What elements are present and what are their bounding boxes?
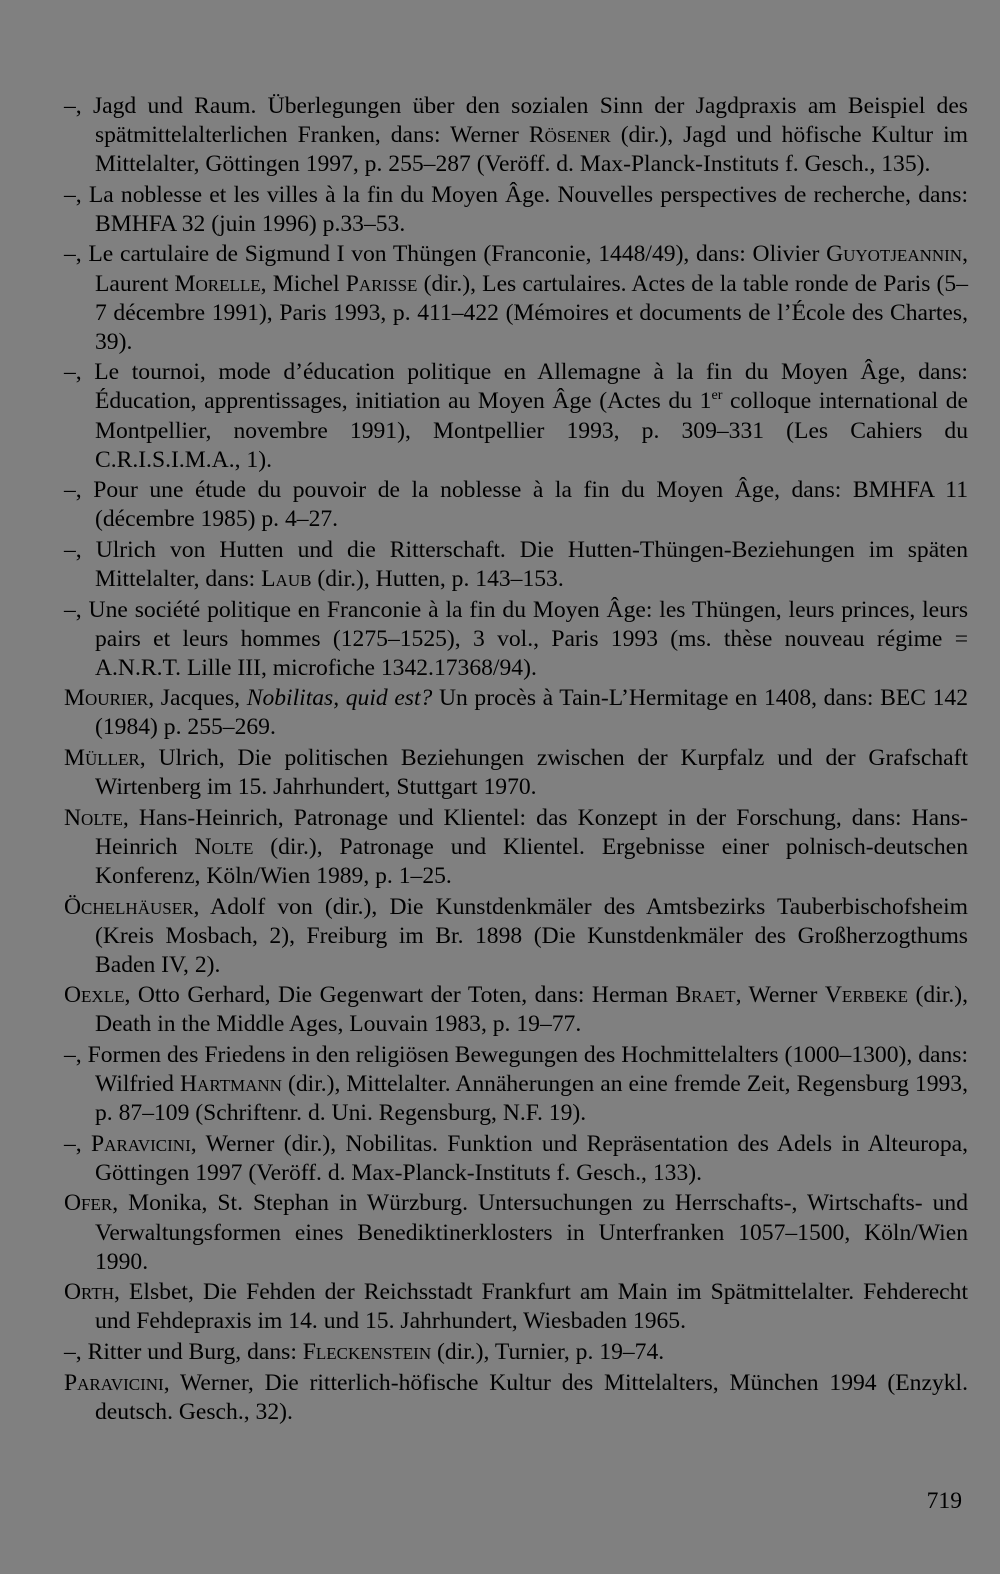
entry-text: , Werner (dir.), Nobilitas. Funktion und Repräsentation des Adels in Alteuropa, Göttingen 1997 (Veröff. d. Max-Planck-Instituts f. Gesch., 133). — [95, 1130, 968, 1186]
author-name: Braet — [675, 982, 736, 1009]
bibliography-entry — [64, 684, 968, 742]
bibliography-entry — [64, 536, 968, 594]
author-name: Parisse — [345, 270, 418, 297]
entry-text: (dir.), Turnier, p. 19–74. — [431, 1338, 665, 1365]
author-name: Öchelhäuser — [64, 893, 194, 920]
entry-text: , Ulrich, Die politischen Beziehungen zwischen der Kurpfalz und der Grafschaft Wirtenberg im 15. Jahrhundert, Stuttgart 1970. — [95, 745, 968, 801]
bibliography-entry — [64, 358, 968, 474]
entry-text: colloque international de Montpellier, novembre 1991), Montpellier 1993, p. 309–331 (Les Cahiers du C.R.I.S.I.M.A., 1). — [95, 388, 968, 473]
author-name: Rösener — [528, 122, 611, 149]
entry-text: , Adolf von (dir.), Die Kunstdenkmäler des Amtsbezirks Tauberbischofsheim (Kreis Mosbach, 2), Freiburg im Br. 1898 (Die Kunstdenkmäler des Großherzogthums Baden IV, 2). — [95, 893, 968, 978]
bibliography-entry — [64, 893, 968, 980]
entry-text: (dir.), Mittelalter. Annäherungen an eine fremde Zeit, Regensburg 1993, p. 87–109 (Schriftenr. d. Uni. Regensburg, N.F. 19). — [95, 1071, 968, 1127]
bibliography-entry — [64, 1189, 968, 1276]
entry-text: –, La noblesse et les villes à la fin du Moyen Âge. Nouvelles perspectives de recherche, dans: BMHFA 32 (juin 1996) p.33–53. — [64, 181, 968, 237]
author-name: Morelle — [174, 270, 261, 297]
author-name: Fleckenstein — [302, 1338, 432, 1365]
entry-text: (dir.), Jagd und höfische Kultur im Mittelalter, Göttingen 1997, p. 255–287 (Veröff. d. Max-Planck-Instituts f. Gesch., 135). — [95, 122, 968, 178]
entry-text: , Werner — [735, 982, 825, 1009]
entry-text: Un procès à Tain-L’Hermitage en 1408, dans: BEC 142 (1984) p. 255–269. — [95, 685, 968, 741]
author-name: Paravicini — [91, 1130, 191, 1157]
bibliography-entry — [64, 1338, 968, 1367]
entry-text: –, Ritter und Burg, dans: — [64, 1338, 303, 1365]
bibliography-entry — [64, 1130, 968, 1188]
page-number: 719 — [926, 1488, 962, 1514]
author-name: Guyotjeannin — [826, 241, 963, 268]
entry-text: (dir.), Hutten, p. 143–153. — [311, 566, 564, 592]
bibliography-entry — [64, 181, 968, 239]
entry-text: –, Jagd und Raum. Überlegungen über den sozialen Sinn der Jagdpraxis am Beispiel des spätmittelalterlichen Franken, dans: Werner — [64, 93, 968, 149]
bibliography-entry — [64, 476, 968, 534]
author-name: Laub — [261, 566, 312, 592]
entry-text: , Werner, Die ritterlich-höfische Kultur des Mittelalters, München 1994 (Enzykl. deutsch. Gesch., 32). — [95, 1369, 968, 1425]
entry-text: , Monika, St. Stephan in Würzburg. Untersuchungen zu Herrschafts-, Wirtschafts- und Verwaltungsformen eines Benediktinerklosters in Unterfranken 1057–1500, Köln/Wien 1990. — [95, 1190, 968, 1275]
bibliography-entry — [64, 804, 968, 891]
entry-text: (dir.), Death in the Middle Ages, Louvain 1983, p. 19–77. — [95, 982, 968, 1038]
author-name: Oexle — [64, 982, 125, 1009]
bibliography-entry — [64, 596, 968, 683]
author-name: Nolte — [194, 833, 254, 860]
bibliography-entry — [64, 1041, 968, 1128]
entry-text: –, Formen des Friedens in den religiösen Bewegungen des Hochmittelalters (1000–1300), dans: Wilfried — [64, 1042, 968, 1098]
bibliography-entry — [64, 744, 968, 802]
entry-text: –, Le tournoi, mode d’éducation politique en Allemagne à la fin du Moyen Âge, dans: Éducation, apprentissages, initiation au Moyen Âge (Actes du 1 — [64, 359, 968, 415]
bibliography-entry — [64, 240, 968, 356]
entry-text: (dir.), Les cartulaires. Actes de la table ronde de Paris (5–7 décembre 1991), Paris 1993, p. 411–422 (Mémoires et documents de l’École des Chartes, 39). — [95, 270, 969, 355]
bibliography-entry — [64, 1369, 968, 1427]
entry-text: –, Une société politique en Franconie à la fin du Moyen Âge: les Thüngen, leurs princes, leurs pairs et leurs hommes (1275–1525), 3 vol., Paris 1993 (ms. thèse nouveau régime = A.N.R.T. Lille III, microfiche 1342.17368/94). — [64, 596, 968, 681]
entry-text: –, — [64, 1130, 92, 1157]
author-name: Ofer — [64, 1190, 113, 1217]
author-name: Paravicini — [64, 1369, 164, 1396]
entry-text: , Hans-Heinrich, Patronage und Klientel: das Konzept in der Forschung, dans: Hans-Heinrich — [95, 804, 968, 860]
author-name: Müller — [64, 745, 140, 772]
entry-text: –, Le cartulaire de Sigmund I von Thüngen (Franconie, 1448/49), dans: Olivier — [64, 241, 827, 268]
entry-text: , Michel — [260, 270, 346, 297]
entry-text: –, Ulrich von Hutten und die Ritterschaft. Die Hutten-Thüngen-Beziehungen im späten Mittelalter, dans: — [64, 536, 968, 592]
italic-title: Nobilitas, quid est? — [246, 685, 433, 712]
author-name: Mourier — [64, 685, 149, 712]
bibliography-entry — [64, 92, 968, 179]
author-name: Orth — [64, 1279, 115, 1306]
entry-text: , Otto Gerhard, Die Gegenwart der Toten, dans: Herman — [124, 982, 676, 1009]
entry-text: –, Pour une étude du pouvoir de la noblesse à la fin du Moyen Âge, dans: BMHFA 11 (décembre 1985) p. 4–27. — [64, 477, 968, 533]
entry-text: , Jacques, — [148, 685, 247, 712]
entry-text: , Elsbet, Die Fehden der Reichsstadt Frankfurt am Main im Spätmittelalter. Fehderecht und Fehdepraxis im 14. und 15. Jahrhundert, Wiesbaden 1965. — [95, 1279, 968, 1335]
bibliography-entry — [64, 1278, 968, 1336]
entry-text: (dir.), Patronage und Klientel. Ergebnisse einer polnisch-deutschen Konferenz, Köln/Wien 1989, p. 1–25. — [95, 833, 968, 889]
author-name: Nolte — [64, 804, 123, 831]
bibliography-entry — [64, 981, 968, 1039]
author-name: Verbeke — [824, 982, 909, 1009]
author-name: Hartmann — [180, 1071, 282, 1098]
ordinal-superscript: er — [711, 387, 723, 404]
bibliography-list — [64, 92, 968, 1428]
entry-text: , Laurent — [95, 241, 968, 297]
